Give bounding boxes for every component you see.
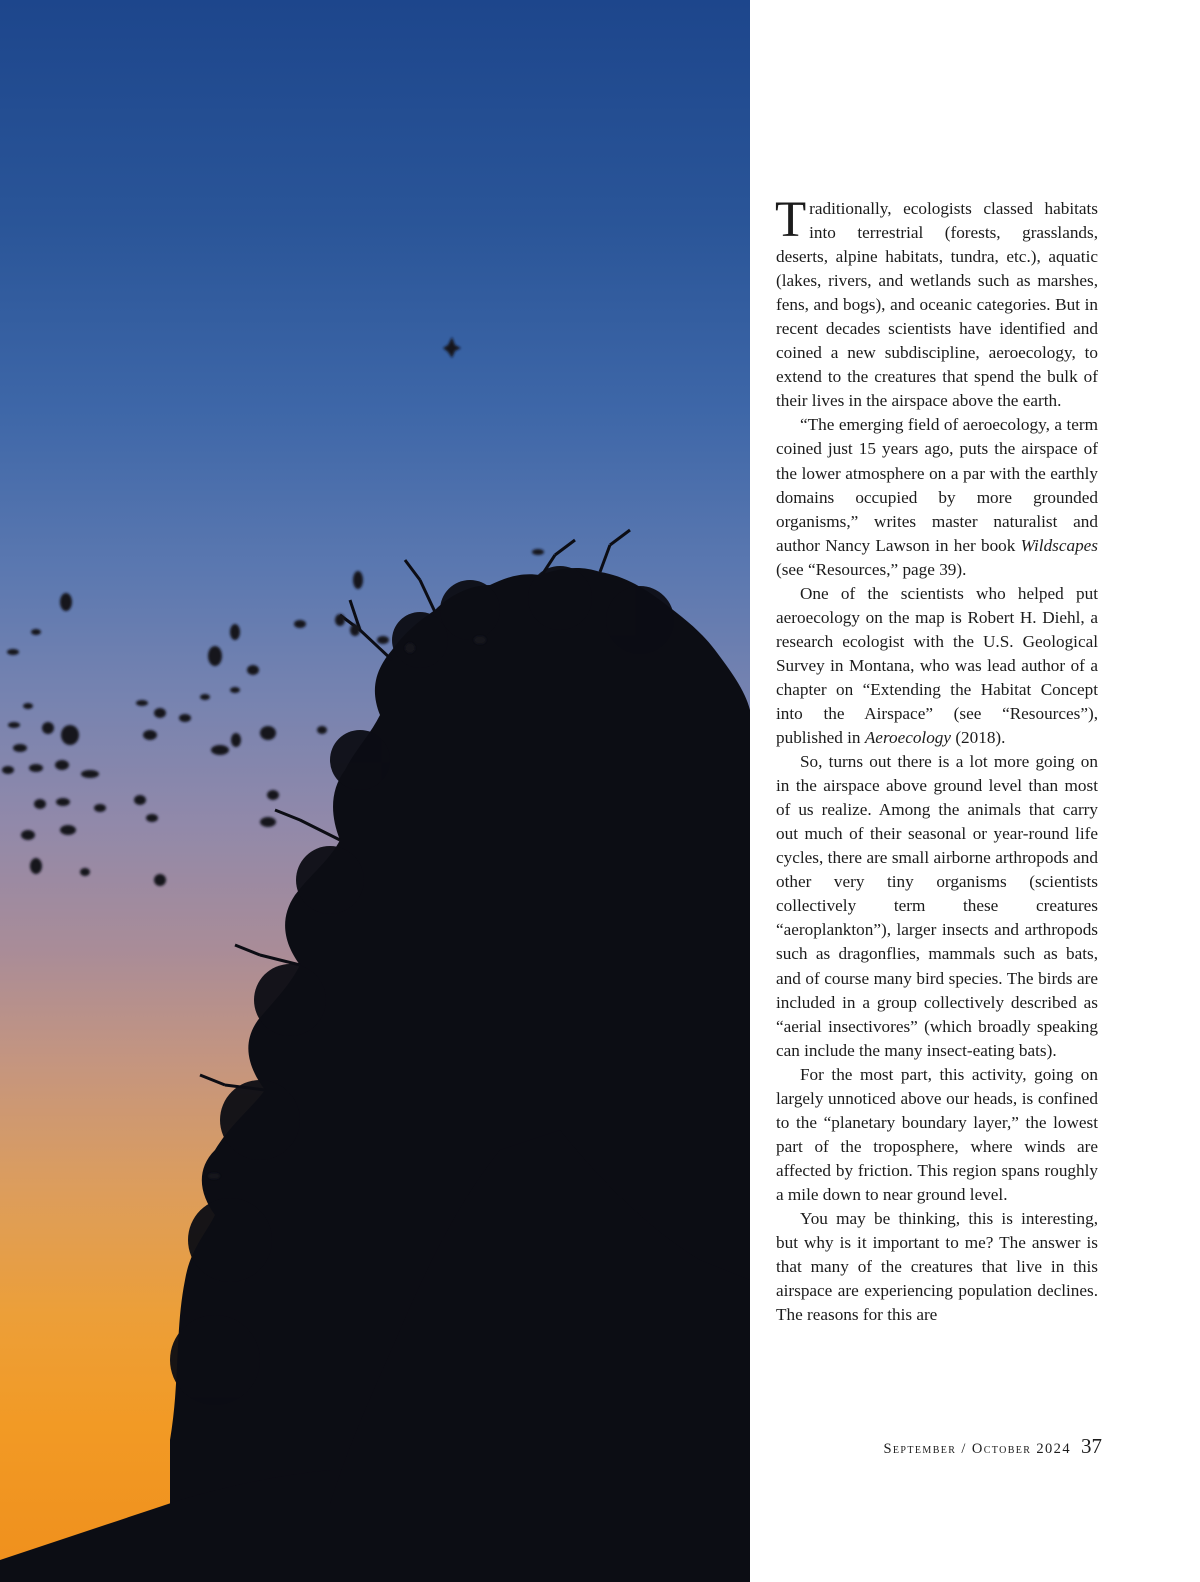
article-paragraph: “The emerging field of aeroecology, a term coined just 15 years ago, puts the airspace of the lower atmosphere on a par with the earthly domains occupied by more grounded organisms,” writes master naturalist and author Nancy Lawson in her book Wildscapes (see “Resources,” page 39).: [776, 415, 1098, 579]
article-paragraph: One of the scientists who helped put aeroecology on the map is Robert H. Diehl, a research ecologist with the U.S. Geological Survey in Montana, who was lead author of a chapter on “Extending the Habitat Concept into the Airspace” (see “Resources”), published in Aeroecology (2018).: [776, 583, 1098, 748]
page-number: 37: [1081, 1434, 1102, 1458]
article-paragraph: So, turns out there is a lot more going on in the airspace above ground level than most of us realize. Among the animals that carry out much of their seasonal or year-round life cycles, there are small airborne arthropods and other very tiny organisms (scientists collectively term these creatures “aeroplankton”), larger insects and arthropods such as dragonflies, mammals such as bats, and of course many bird species. The birds are included in a group collectively described as “aerial insectivores” (which broadly speaking can include the many insect-eating bats).: [776, 752, 1098, 1060]
article-paragraph: For the most part, this activity, going on largely unnoticed above our heads, is confined to the “planetary boundary layer,” the lowest part of the troposphere, where winds are affected by friction. This region spans roughly a mile down to near ground level.: [776, 1064, 1098, 1204]
article-body: [775, 192, 1098, 1327]
tree-silhouette: [0, 568, 750, 1582]
page-footer: [883, 1434, 1102, 1459]
article-paragraph: [775, 192, 1098, 413]
paragraph-text: raditionally, ecologists classed habitats into terrestrial (forests, grasslands, deserts, alpine habitats, tundra, etc.), aquatic (lakes, rivers, and wetlands such as marshes, fens, and bogs), and oceanic categories. But in recent decades scientists have identified and coined a new subdiscipline, aeroecology, to extend to the creatures that spend the bulk of their lives in the airspace above the earth.: [776, 199, 1098, 411]
drop-cap: T: [775, 192, 807, 248]
issue-date: September / October 2024: [883, 1441, 1071, 1457]
article-paragraph: You may be thinking, this is interesting, but why is it important to me? The answer is that many of the creatures that live in this airspace are experiencing population declines. The reasons for this are: [776, 1208, 1098, 1325]
